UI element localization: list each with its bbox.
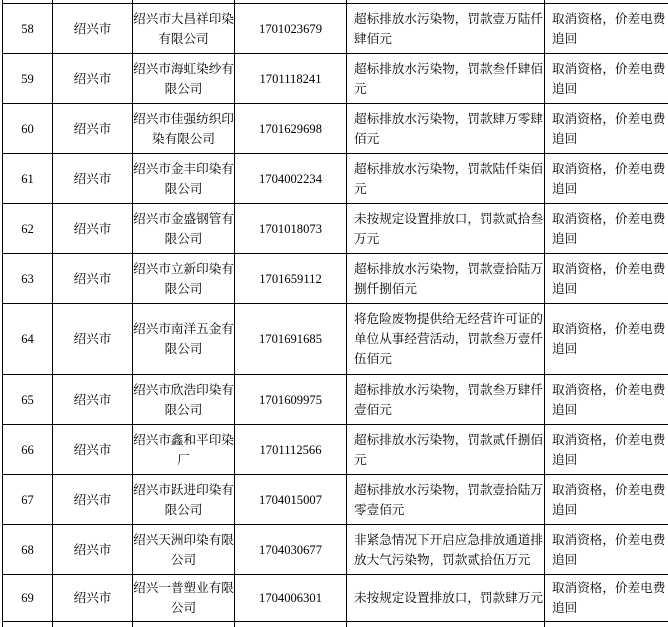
table-row: [3, 375, 668, 425]
row-number-cell: 67: [3, 475, 53, 525]
measure-cell: 取消资格，价差电费追回: [545, 425, 668, 475]
empty-cell: [347, 622, 545, 627]
violation-cell: 超标排放水污染物，罚款陆仟柒佰元: [347, 154, 545, 204]
city-cell: 绍兴市: [53, 54, 133, 104]
company-name-cell: 绍兴市鑫和平印染厂: [133, 425, 235, 475]
company-name-cell: 绍兴天洲印染有限公司: [133, 525, 235, 575]
violation-cell: 超标排放水污染物，罚款壹万陆仟肆佰元: [347, 4, 545, 54]
company-code-cell: 1704002234: [235, 154, 347, 204]
company-name-cell: 绍兴市南洋五金有限公司: [133, 304, 235, 375]
table-row: [3, 525, 668, 575]
empty-cell: [545, 622, 668, 627]
partial-row-bottom: [3, 622, 668, 627]
row-number-cell: 69: [3, 575, 53, 622]
penalty-table: [2, 0, 668, 627]
empty-cell: [3, 622, 53, 627]
violation-cell: 超标排放水污染物，罚款肆万零肆佰元: [347, 104, 545, 154]
company-code-cell: 1701023679: [235, 4, 347, 54]
violation-cell: 未按规定设置排放口，罚款肆万元: [347, 575, 545, 622]
measure-cell: 取消资格，价差电费追回: [545, 154, 668, 204]
measure-cell: 取消资格，价差电费追回: [545, 204, 668, 254]
city-cell: 绍兴市: [53, 304, 133, 375]
table-row: [3, 4, 668, 54]
table-row: [3, 204, 668, 254]
empty-cell: [53, 622, 133, 627]
city-cell: 绍兴市: [53, 475, 133, 525]
company-code-cell: 1701118241: [235, 54, 347, 104]
city-cell: 绍兴市: [53, 375, 133, 425]
city-cell: 绍兴市: [53, 425, 133, 475]
violation-cell: 超标排放水污染物，罚款叁仟肆佰元: [347, 54, 545, 104]
city-cell: 绍兴市: [53, 204, 133, 254]
company-code-cell: 1701629698: [235, 104, 347, 154]
measure-cell: 取消资格，价差电费追回: [545, 475, 668, 525]
measure-cell: 取消资格，价差电费追回: [545, 104, 668, 154]
city-cell: 绍兴市: [53, 575, 133, 622]
row-number-cell: 59: [3, 54, 53, 104]
company-code-cell: 1701609975: [235, 375, 347, 425]
violation-cell: 超标排放水污染物，罚款叁万肆仟壹佰元: [347, 375, 545, 425]
table-row: [3, 154, 668, 204]
company-name-cell: 绍兴市海虹染纱有限公司: [133, 54, 235, 104]
empty-cell: [235, 622, 347, 627]
table-row: [3, 54, 668, 104]
violation-cell: 超标排放水污染物，罚款壹拾陆万零壹佰元: [347, 475, 545, 525]
measure-cell: 取消资格，价差电费追回: [545, 254, 668, 304]
company-code-cell: 1704030677: [235, 525, 347, 575]
company-name-cell: 绍兴市欣浩印染有限公司: [133, 375, 235, 425]
measure-cell: 取消资格，价差电费追回: [545, 375, 668, 425]
company-code-cell: 1701691685: [235, 304, 347, 375]
company-name-cell: 绍兴市跃进印染有限公司: [133, 475, 235, 525]
company-code-cell: 1701659112: [235, 254, 347, 304]
row-number-cell: 66: [3, 425, 53, 475]
company-name-cell: 绍兴市佳强纺织印染有限公司: [133, 104, 235, 154]
row-number-cell: 60: [3, 104, 53, 154]
measure-cell: 取消资格，价差电费追回: [545, 304, 668, 375]
measure-cell: 取消资格，价差电费追回: [545, 525, 668, 575]
measure-cell: 取消资格，价差电费追回: [545, 575, 668, 622]
company-code-cell: 1701112566: [235, 425, 347, 475]
table-row: [3, 575, 668, 622]
table-row: [3, 425, 668, 475]
company-code-cell: 1704006301: [235, 575, 347, 622]
table-row: [3, 104, 668, 154]
row-number-cell: 63: [3, 254, 53, 304]
violation-cell: 超标排放水污染物，罚款贰仟捌佰元: [347, 425, 545, 475]
company-name-cell: 绍兴市大昌祥印染有限公司: [133, 4, 235, 54]
empty-cell: [133, 622, 235, 627]
company-name-cell: 绍兴市立新印染有限公司: [133, 254, 235, 304]
company-name-cell: 绍兴一普塑业有限公司: [133, 575, 235, 622]
violation-cell: 超标排放水污染物，罚款壹拾陆万捌仟捌佰元: [347, 254, 545, 304]
city-cell: 绍兴市: [53, 154, 133, 204]
violation-cell: 非紧急情况下开启应急排放通道排放大气污染物，罚款贰拾伍万元: [347, 525, 545, 575]
measure-cell: 取消资格，价差电费追回: [545, 4, 668, 54]
city-cell: 绍兴市: [53, 254, 133, 304]
company-name-cell: 绍兴市金盛钢管有限公司: [133, 204, 235, 254]
row-number-cell: 62: [3, 204, 53, 254]
city-cell: 绍兴市: [53, 104, 133, 154]
violation-cell: 未按规定设置排放口，罚款贰拾叁万元: [347, 204, 545, 254]
row-number-cell: 65: [3, 375, 53, 425]
row-number-cell: 64: [3, 304, 53, 375]
row-number-cell: 58: [3, 4, 53, 54]
table-row: [3, 304, 668, 375]
company-name-cell: 绍兴市金丰印染有限公司: [133, 154, 235, 204]
penalty-table-container: [2, 0, 668, 627]
city-cell: 绍兴市: [53, 4, 133, 54]
violation-cell: 将危险废物提供给无经营许可证的单位从事经营活动，罚款叁万壹仟伍佰元: [347, 304, 545, 375]
row-number-cell: 68: [3, 525, 53, 575]
company-code-cell: 1701018073: [235, 204, 347, 254]
table-row: [3, 475, 668, 525]
table-row: [3, 254, 668, 304]
city-cell: 绍兴市: [53, 525, 133, 575]
company-code-cell: 1704015007: [235, 475, 347, 525]
measure-cell: 取消资格，价差电费追回: [545, 54, 668, 104]
row-number-cell: 61: [3, 154, 53, 204]
